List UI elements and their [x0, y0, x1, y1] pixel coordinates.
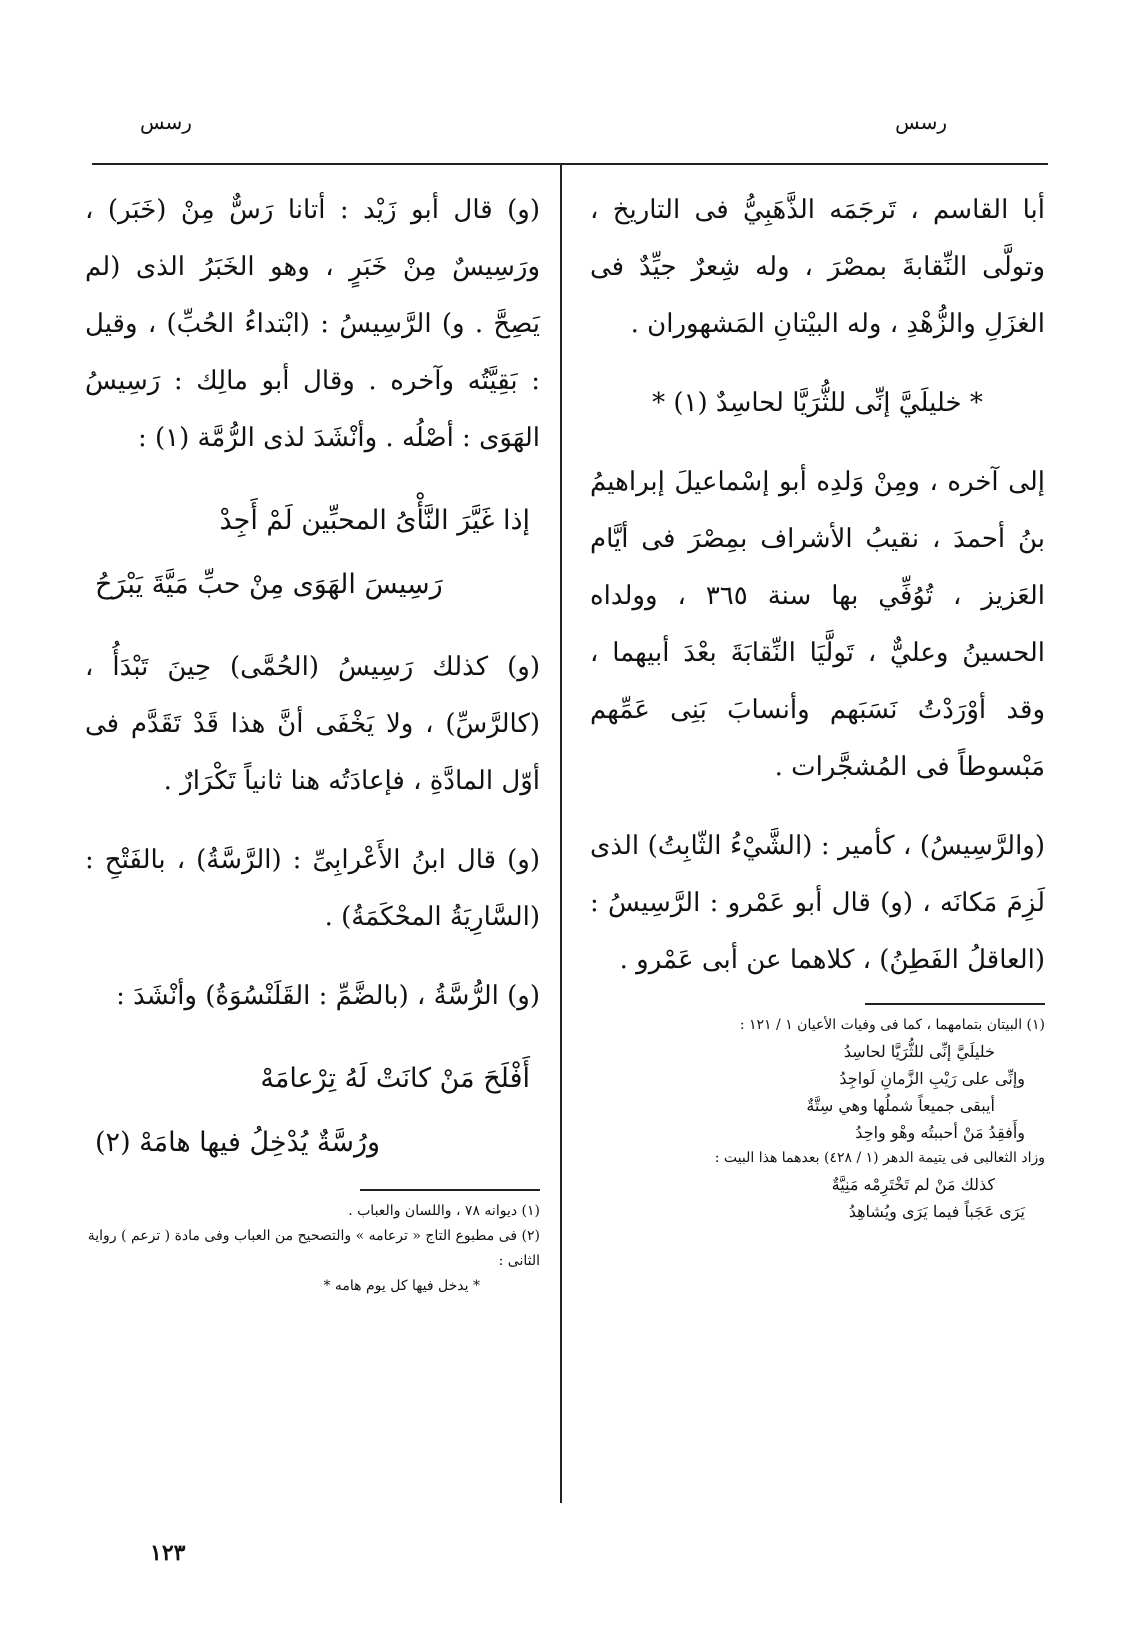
right-footnote-verse: يَرَى عَجَباً فيما يَرَى ويُشاهِدُ	[848, 1202, 1025, 1221]
verse-line: أَفْلَحَ مَنْ كانَتْ لَهُ تِرْعامَهْ	[260, 1063, 530, 1094]
right-footnote-verse: وأَفقِدُ مَنْ أحببتُه وهْو واحِدُ	[855, 1123, 1025, 1142]
right-column	[590, 182, 1045, 1225]
running-head-right: رسس	[895, 110, 947, 134]
left-paragraph-3: (و) قال ابنُ الأَعْرابِىِّ : (الرَّسَّةُ) ، بالفَتْحِ : (السَّارِيَةُ المحْكَمَةُ) .	[85, 845, 540, 932]
verse-line: رَسِيسَ الهَوَى مِنْ حبِّ مَيَّةَ يَبْرَحُ	[95, 569, 443, 600]
left-verse-2	[85, 1047, 540, 1175]
right-footnote-verse: وإنِّى على رَيْبِ الزَّمانِ لَواجِدُ	[839, 1069, 1025, 1088]
left-footnote-verse: * يدخل فيها كل يوم هامه *	[323, 1278, 480, 1294]
right-paragraph-1: أبا القاسم ، تَرجَمَه الذَّهَبِيُّ فى التاريخ ، وتولَّى النِّقابةَ بمصْرَ ، وله شِعرٌ جيِّدٌ فى الغزَلِ والزُّهْدِ ، وله البيْتانِ المَشهوران .	[590, 195, 1045, 339]
left-paragraph-4: (و) الرُّسَّةُ ، (بالضَّمِّ : القَلَنْسُوَةُ) وأنْشَدَ :	[116, 981, 540, 1011]
right-footnote-verse: كذلك مَنْ لم تَخْتَرِمْه مَنِيَّةٌ	[831, 1175, 995, 1194]
left-paragraph-1: (و) قال أبو زَيْد : أتانا رَسٌّ مِنْ (خَبَر) ، ورَسِيسٌ مِنْ خَبَرٍ ، وهو الخَبَرُ الذى (لم يَصِحَّ . و) الرَّسِيسُ : (ابْتداءُ الحُبِّ) ، وقيل : بَقِيَّتُه وآخره . وقال أبو مالِك : رَسِيسُ الهَوَى : أصْلُه . وأنْشَدَ لذى الرُّمَّة (١) :	[85, 195, 540, 453]
right-footnote-intro: (١) البيتان بتمامهما ، كما فى وفيات الأعيان ١ / ١٢١ :	[739, 1017, 1045, 1033]
right-paragraph-3: (والرَّسِيسُ) ، كأمير : (الشَّيْءُ الثّابِتُ) الذى لَزِمَ مَكانَه ، (و) قال أبو عَمْرو : الرَّسِيسُ : (العاقلُ الفَطِنُ) ، كلاهما عن أبى عَمْرو .	[590, 831, 1045, 975]
running-head-left: رسس	[140, 110, 192, 134]
page-number: ١٢٣	[150, 1540, 186, 1566]
left-paragraph-2: (و) كذلك رَسِيسُ (الحُمَّى) حِينَ تَبْدَأُ ، (كالرَّسِّ) ، ولا يَخْفَى أنَّ هذا قَدْ تَقَدَّم فى أوّل المادَّةِ ، فإعادَتُه هنا ثانياً تَكْرَارٌ .	[85, 652, 540, 796]
header-rule	[92, 163, 1048, 165]
right-footnote-verse: أيبقى جميعاً شملُها وهي سِتَّةٌ	[806, 1096, 995, 1115]
left-footnote: (١) ديوانه ٧٨ ، واللسان والعباب .	[348, 1203, 540, 1219]
left-footnote: (٢) فى مطبوع التاج « ترعامه » والتصحيح من العباب وفى مادة ( ترعم ) رواية الثانى :	[87, 1228, 540, 1269]
footnote-rule-right	[865, 1003, 1045, 1005]
right-footnote-verse: خليلَيَّ إنِّى للثُّرَيَّا لحاسِدُ	[843, 1042, 995, 1061]
footnote-rule-left	[360, 1189, 540, 1191]
right-paragraph-2: إلى آخره ، ومِنْ وَلدِه أبو إسْماعيلَ إبراهيمُ بنُ أحمدَ ، نقيبُ الأشراف بمِصْرَ فى أيَّام العَزيز ، تُوُفِّي بها سنة ٣٦٥ ، وولداه الحسينُ وعليٌّ ، تَولَّيَا النِّقابَةَ بعْدَ أبيهما ، وقد أوْرَدْتُ نَسَبَهم وأنسابَ بَنِى عَمِّهم مَبْسوطاً فى المُشجَّرات .	[590, 467, 1045, 782]
verse-line: إذا غَيَّرَ النَّأْىُ المحبِّين لَمْ أَجِدْ	[219, 505, 530, 536]
left-verse-1	[85, 489, 540, 617]
column-divider	[560, 163, 562, 1503]
right-footnote-extra: وزاد الثعالبى فى يتيمة الدهر (١ / ٤٢٨) بعدهما هذا البيت :	[714, 1150, 1045, 1166]
left-column	[85, 182, 540, 1299]
verse-line: ورُسَّةٌ يُدْخِلُ فيها هامَهْ (٢)	[95, 1127, 381, 1158]
right-verse-quote: * خليلَيَّ إنِّى للثُّرَيَّا لحاسِدٌ (١) *	[652, 388, 983, 418]
